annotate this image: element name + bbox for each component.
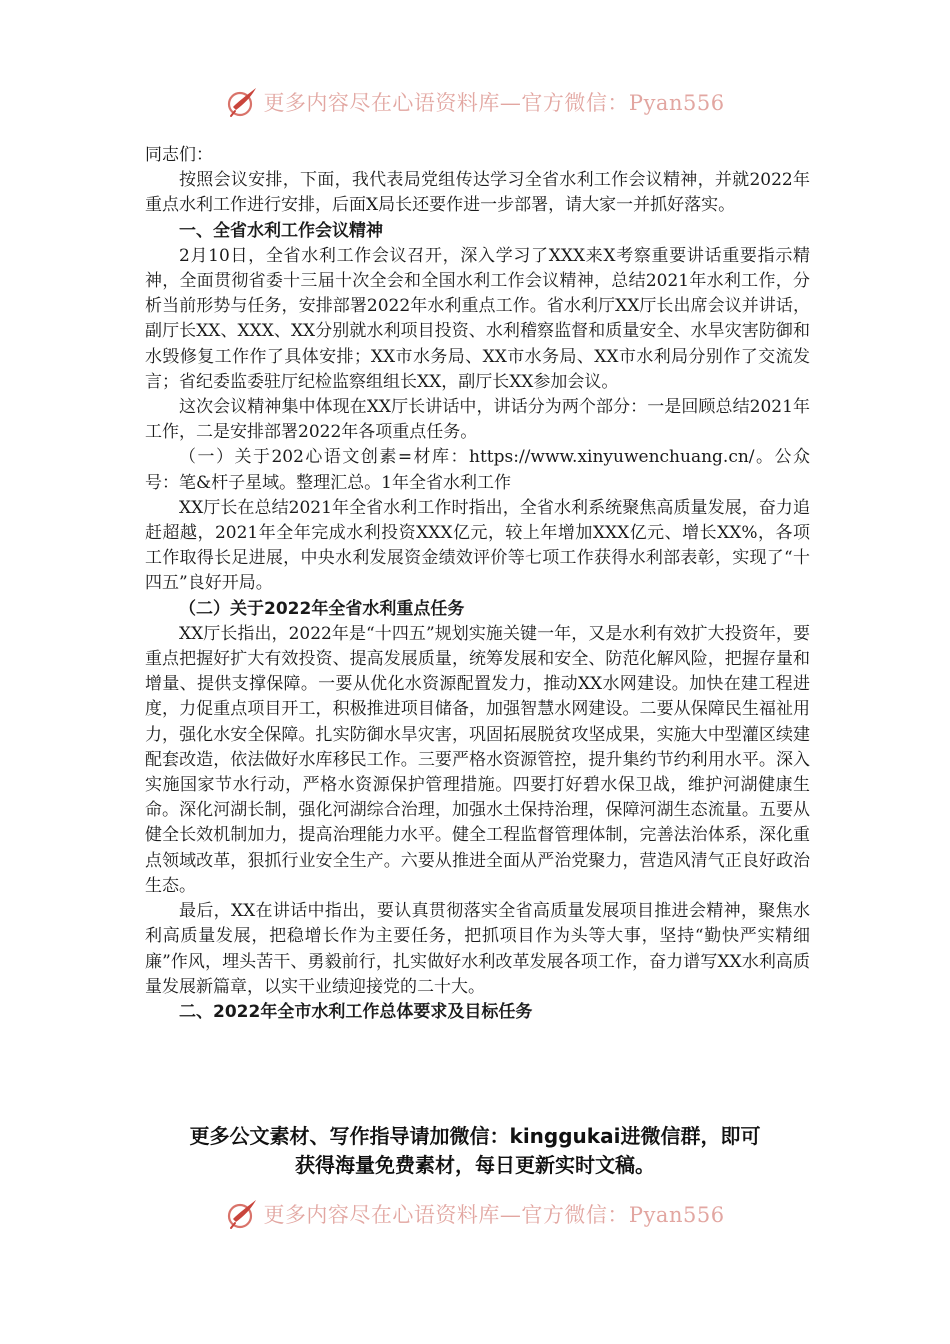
promo-callout	[100, 1122, 850, 1180]
paragraph-2021-review: XX厅长在总结2021年全省水利工作时指出，全省水利系统聚焦高质量发展，奋力追赶超越，2021年全年完成水利投资XXX亿元，较上年增加XXX亿元、增长XX%，各项工作取得长足进展，中央水利发展资金绩效评价等七项工作获得水利部表彰，实现了“十四五”良好开局。	[145, 497, 810, 594]
section-heading-2: 二、2022年全市水利工作总体要求及目标任务	[179, 1001, 533, 1022]
subheading-1: （一）关于202心语文创素=材库：https://www.xinyuwenchuang.cn/。公众号：笔&杆子星域。整理汇总。1年全省水利工作	[145, 447, 810, 493]
promo-line-1: 更多公文素材、写作指导请加微信：kinggukai进微信群，即可	[189, 1124, 761, 1148]
paragraph-meeting: 2月10日，全省水利工作会议召开，深入学习了XXX来X考察重要讲话重要指示精神，全面贯彻省委十三届十次全会和全国水利工作会议精神，总结2021年水利工作，分析当前形势与任务，安排部署2022年水利重点工作。省水利厅XX厅长出席会议并讲话，副厅长XX、XXX、XX分别就水利项目投资、水利稽察监督和质量安全、水旱灾害防御和水毁修复工作作了具体安排；XX市水务局、XX市水务局、XX市水利局分别作了交流发言；省纪委监委驻厅纪检监察组组长XX，副厅长XX参加会议。	[145, 245, 810, 392]
promo-line-2: 获得海量免费素材，每日更新实时文稿。	[295, 1153, 655, 1177]
paragraph-2022-tasks: XX厅长指出，2022年是“十四五”规划实施关键一年，又是水利有效扩大投资年，要重点把握好扩大有效投资、提高发展质量，统筹发展和安全、防范化解风险，把握存量和增量、提供支撑保障。一要从优化水资源配置发力，推动XX水网建设。加快在建工程进度，力促重点项目开工，积极推进项目储备，加强智慧水网建设。二要从保障民生福祉用力，强化水安全保障。扎实防御水旱灾害，巩固拓展脱贫攻坚成果，实施大中型灌区续建配套改造，依法做好水库移民工作。三要严格水资源管控，提升集约节约利用水平。深入实施国家节水行动，严格水资源保护管理措施。四要打好碧水保卫战，维护河湖健康生命。深化河湖长制，强化河湖综合治理，加强水土保持治理，保障河湖生态流量。五要从健全长效机制加力，提高治理能力水平。健全工程监督管理体制，完善法治体系，深化重点领域改革，狠抓行业安全生产。六要从推进全面从严治党聚力，营造风清气正良好政治生态。	[145, 623, 810, 896]
paragraph-conclusion: 最后，XX在讲话中指出，要认真贯彻落实全省高质量发展项目推进会精神，聚焦水利高质量发展，把稳增长作为主要任务，把抓项目作为头等大事，坚持“勤快严实精细廉”作风，埋头苦干、勇毅前行，扎实做好水利改革发展各项工作，奋力谱写XX水利高质量发展新篇章，以实干业绩迎接党的二十大。	[145, 901, 810, 997]
watermark-text: 更多内容尽在心语资料库—官方微信：Pyan556	[263, 91, 725, 115]
quill-logo-icon	[225, 1197, 259, 1231]
top-watermark-banner	[0, 80, 950, 124]
subheading-2: （二）关于2022年全省水利重点任务	[179, 598, 465, 619]
salutation: 同志们：	[145, 145, 213, 165]
bottom-watermark-banner	[0, 1192, 950, 1236]
document-body	[145, 143, 810, 1025]
quill-logo-icon	[225, 85, 259, 119]
paragraph-speech-summary: 这次会议精神集中体现在XX厅长讲话中，讲话分为两个部分：一是回顾总结2021年工作，二是安排部署2022年各项重点任务。	[145, 397, 810, 443]
section-heading-1: 一、全省水利工作会议精神	[179, 220, 383, 241]
intro-paragraph: 按照会议安排，下面，我代表局党组传达学习全省水利工作会议精神，并就2022年重点水利工作进行安排，后面X局长还要作进一步部署，请大家一并抓好落实。	[145, 170, 810, 216]
watermark-text: 更多内容尽在心语资料库—官方微信：Pyan556	[263, 1203, 725, 1227]
